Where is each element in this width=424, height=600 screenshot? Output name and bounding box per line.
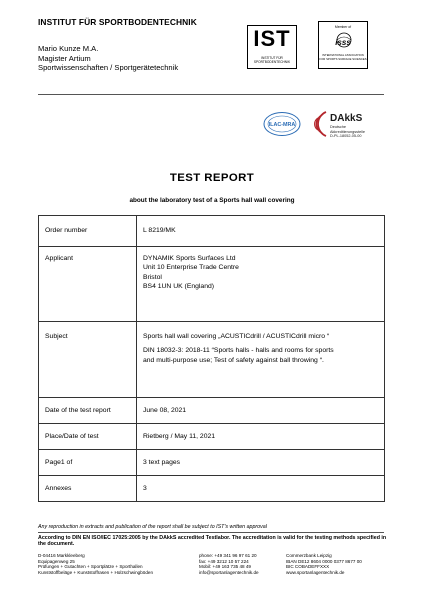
footer-phone: phone: +49 341 96 97 61 20 — [199, 553, 257, 558]
ist-logo-subtext-2: SPORTBODENTECHNIK — [253, 60, 291, 64]
accreditation-note: According to DIN EN ISO/IEC 17025:2005 by the DAkkS accredited Testlabor. The accreditation is valid for the testing methods specified in the document. — [38, 535, 387, 548]
report-date-value: June 08, 2021 — [143, 407, 187, 414]
isss-member-of: Member of — [334, 25, 352, 29]
footer-divider — [38, 532, 384, 533]
applicant-line-1: DYNAMIK Sports Surfaces Ltd — [143, 255, 236, 262]
row-label: Place/Date of test — [39, 424, 137, 450]
order-number-value: L 8219/MK — [143, 227, 176, 234]
dakks-logo — [306, 108, 386, 144]
dakks-word: DAkkS — [330, 113, 363, 124]
reproduction-notice: Any reproduction in extracts and publication of the report shall be subject to IST's written approval — [38, 524, 267, 530]
table-row — [39, 450, 385, 476]
annexes-value: 3 — [143, 485, 147, 492]
table-row — [39, 476, 385, 502]
footer-address-4: Kunststoffbeläge + Kunststoffrasen + Holzschwingböden — [38, 570, 154, 576]
footer-contact — [199, 553, 259, 576]
dakks-arcs-icon — [306, 108, 330, 140]
footer-mobile: Mobil: +49 163 735 48 49 — [199, 564, 251, 570]
subject-norm-line-2: and multi-purpose use; Test of safety against ball throwing “. — [143, 356, 324, 364]
footer-address-3: Prüfungen + Gutachten + Sportplätze + Sporthallen — [38, 564, 143, 570]
header-divider — [38, 94, 384, 95]
row-value — [137, 322, 385, 398]
subject-norm-line-1: DIN 18032-3: 2018-11 “Sports halls - halls and rooms for sports — [143, 347, 334, 355]
footer-bic: BIC COBADEFFXXX — [286, 564, 330, 570]
dakks-subtext-2: Akkreditierungsstelle — [330, 129, 366, 134]
ist-logo — [247, 25, 297, 69]
dakks-subtext-3: D-PL-18052-05-00 — [330, 134, 362, 139]
isss-brand: isss — [335, 38, 351, 47]
institute-name: INSTITUT FÜR SPORTBODENTECHNIK — [38, 17, 197, 27]
row-value — [137, 216, 385, 247]
footer-address — [38, 553, 153, 576]
report-info-table — [38, 215, 385, 502]
row-value — [137, 476, 385, 502]
table-row — [39, 216, 385, 247]
ilac-mra-text: ILAC-MRA — [268, 122, 296, 128]
footer-iban: IBAN DE12 8604 0000 0377 8677 00 — [286, 558, 362, 564]
applicant-line-3: Bristol — [143, 273, 162, 281]
author-block — [38, 44, 178, 73]
footer-fax: fax: +49 3212 10 57 224 — [199, 558, 249, 564]
row-value — [137, 450, 385, 476]
isss-subtext-1: INTERNATIONAL ASSOCIATION — [322, 53, 364, 57]
table-row — [39, 398, 385, 424]
table-row — [39, 322, 385, 398]
applicant-line-2: Unit 10 Enterprise Trade Centre — [143, 264, 239, 272]
row-value — [137, 398, 385, 424]
table-row — [39, 424, 385, 450]
isss-subtext — [319, 54, 367, 61]
ist-logo-letters: IST — [253, 26, 291, 51]
isss-subtext-2: FOR SPORTS SURFACE SCIENCES — [319, 56, 367, 61]
subject-line-1: Sports hall wall covering „ACUSTICdrill / ACUSTICdrill micro “ — [143, 333, 330, 340]
author-degree: Magister Artium — [38, 53, 91, 63]
author-field: Sportwissenschaften / Sportgerätetechnik — [38, 63, 179, 73]
author-name: Mario Kunze M.A. — [38, 44, 99, 53]
footer-bank-name: Commerzbank Leipzig — [286, 553, 332, 558]
footer-email-link[interactable]: info@sportanlagentechnik.de — [199, 570, 259, 576]
ist-logo-subtext-1: INSTITUT FÜR — [261, 56, 283, 60]
place-date-value: Rietberg / May 11, 2021 — [143, 433, 216, 440]
row-label: Order number — [39, 216, 137, 247]
footer-bank — [286, 553, 362, 576]
ist-logo-subtext — [248, 56, 296, 64]
footer-website-link[interactable]: www.sportanlagentechnik.de — [286, 570, 345, 576]
table-row — [39, 247, 385, 322]
dakks-subtext-1: Deutsche — [330, 125, 347, 129]
row-label: Subject — [39, 322, 137, 398]
row-label: Applicant — [39, 247, 137, 322]
isss-logo — [318, 21, 368, 69]
row-value — [137, 424, 385, 450]
dakks-subtext — [330, 125, 365, 139]
row-label: Page1 of — [39, 450, 137, 476]
footer-address-2: Equipagenweg 25 — [38, 558, 75, 564]
row-label: Date of the test report — [39, 398, 137, 424]
report-subtitle: about the laboratory test of a Sports hall wall covering — [129, 197, 295, 204]
applicant-line-4: BS4 1UN UK (England) — [143, 283, 215, 291]
footer-address-1: D-04416 Markkleeberg — [38, 553, 85, 558]
report-title: TEST REPORT — [169, 172, 255, 184]
ilac-mra-logo — [263, 111, 301, 137]
row-value — [137, 247, 385, 322]
pages-value: 3 text pages — [143, 459, 181, 466]
row-label: Annexes — [39, 476, 137, 502]
